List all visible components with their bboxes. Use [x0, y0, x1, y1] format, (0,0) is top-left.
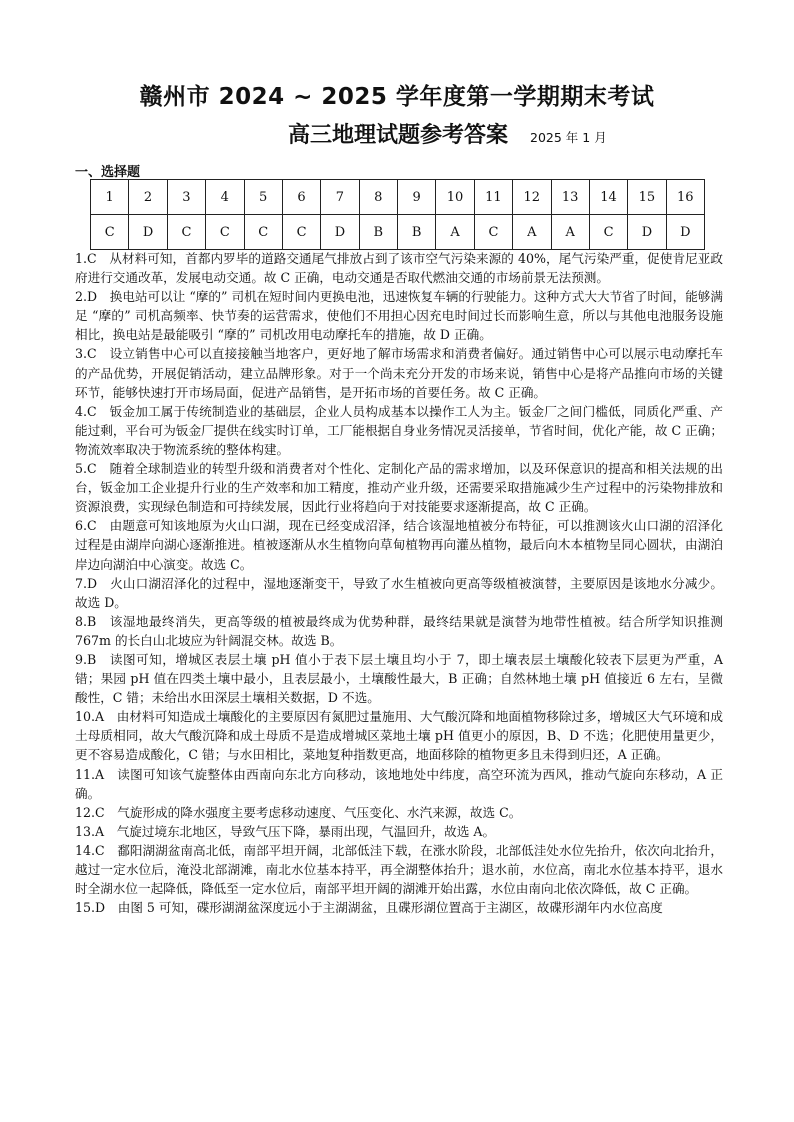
question-number-cell: 15 — [628, 180, 666, 215]
explanation-item: 13.A 气旋过境东北地区，导致气压下降，暴雨出现，气温回升，故选 A。 — [75, 823, 496, 839]
answer-table — [90, 179, 705, 250]
answer-letter-cell: B — [359, 215, 397, 250]
answer-letter-cell: C — [206, 215, 244, 250]
page-title: 赣州市 2024 ~ 2025 学年度第一学期期末考试 — [139, 84, 655, 110]
question-number-cell: 13 — [551, 180, 589, 215]
question-number-cell: 3 — [167, 180, 205, 215]
explanation-item: 9.B 读图可知，增城区表层土壤 pH 值小于表下层土壤且均小于 7，即土壤表层土壤酸化较表下层更为严重，A 错；果园 pH 值在四类土壤中最小，且表层最小，土壤酸性最大，B 正确；自然林地土壤 pH 值接近 6 左右，呈微酸性，C 错；未给出水田深层土壤相关数据，D 不选。 — [75, 651, 723, 706]
answer-letter-cell: D — [129, 215, 167, 250]
question-number-cell: 12 — [513, 180, 551, 215]
page-subtitle: 高三地理试题参考答案 — [288, 123, 509, 148]
answer-letter-cell: C — [244, 215, 282, 250]
question-number-cell: 16 — [666, 180, 704, 215]
section-title: 一、选择题 — [75, 165, 141, 180]
answer-letter-cell: A — [513, 215, 551, 250]
answer-letter-cell: D — [666, 215, 704, 250]
question-number-cell: 7 — [321, 180, 359, 215]
exam-date: 2025 年 1 月 — [530, 130, 607, 145]
answer-letter-cell: C — [589, 215, 627, 250]
answer-letter-cell: C — [474, 215, 512, 250]
explanation-item: 10.A 由材料可知造成土壤酸化的主要原因有氮肥过量施用、大气酸沉降和地面植物移除过多，增城区大气环境和成土母质相同，故大气酸沉降和成土母质不是造成增城区菜地土壤 pH 值更小的原因，B、D 不选；化肥使用量更少，更不容易造成酸化，C 错；与水田相比，菜地复种指数更高，地面移除的植物更多且未得到归还，A 正确。 — [75, 709, 723, 763]
explanation-item: 4.C 钣金加工属于传统制造业的基础层，企业人员构成基本以操作工人为主。钣金厂之间门槛低，同质化严重、产能过剩，平台可为钣金厂提供在线实时订单，工厂能根据自身业务情况灵活接单，节省时间，优化产能，故 C 正确；物流效率取决于物流系统的整体构建。 — [75, 403, 723, 457]
explanation-item: 5.C 随着全球制造业的转型升级和消费者对个性化、定制化产品的需求增加，以及环保意识的提高和相关法规的出台，钣金加工企业提升行业的生产效率和加工精度，推动产业升级，还需要采取措施减少生产过程中的污染物排放和资源浪费，实现绿色制造和可持续发展，因此行业将趋向于对技能要求逐渐提高，故 C 正确。 — [75, 461, 723, 515]
answer-letter-row — [91, 215, 705, 250]
explanation-item: 14.C 鄱阳湖湖盆南高北低，南部平坦开阔，北部低洼下载，在涨水阶段，北部低洼处水位先抬升，依次向北抬升，越过一定水位后，淹没北部湖滩，南北水位基本持平，再全湖整体抬升；退水前，水位高，南北水位基本持平，退水时全湖水位一起降低，降低至一定水位后，南部平坦开阔的湖滩开始出露，水位由南向北依次降低，故 C 正确。 — [75, 842, 723, 897]
explanation-item: 1.C 从材料可知，首都内罗毕的道路交通尾气排放占到了该市空气污染来源的 40%，尾气污染严重，促使肯尼亚政府进行交通改革，发展电动交通。故 C 正确，电动交通是否取代燃油交通的市场前景无法预测。 — [75, 251, 723, 286]
question-number-cell: 8 — [359, 180, 397, 215]
answer-letter-cell: D — [628, 215, 666, 250]
question-number-cell: 9 — [398, 180, 436, 215]
explanation-item: 8.B 该湿地最终消失，更高等级的植被最终成为优势种群，最终结果就是演替为地带性植被。结合所学知识推测 767m 的长白山北坡应为针阔混交林。故选 B。 — [75, 613, 723, 648]
question-number-cell: 14 — [589, 180, 627, 215]
answer-letter-cell: C — [282, 215, 320, 250]
question-number-cell: 1 — [91, 180, 129, 215]
explanation-item: 3.C 设立销售中心可以直接接触当地客户，更好地了解市场需求和消费者偏好。通过销售中心可以展示电动摩托车的产品优势，开展促销活动，建立品牌形象。对于一个尚未充分开发的市场来说，销售中心是将产品推向市场的关键环节，能够快速打开市场局面，促进产品销售，是开拓市场的首要任务。故 C 正确。 — [75, 346, 723, 400]
question-number-row — [91, 180, 705, 215]
answer-letter-cell: C — [167, 215, 205, 250]
answer-letter-cell: C — [91, 215, 129, 250]
answer-letter-cell: D — [321, 215, 359, 250]
question-number-cell: 11 — [474, 180, 512, 215]
explanation-item: 15.D 由图 5 可知，碟形湖湖盆深度远小于主湖湖盆，且碟形湖位置高于主湖区，故碟形湖年内水位高度 — [75, 900, 663, 916]
question-number-cell: 5 — [244, 180, 282, 215]
answer-letter-cell: A — [436, 215, 474, 250]
explanation-item: 6.C 由题意可知该地原为火山口湖，现在已经变成沼泽，结合该湿地植被分布特征，可以推测该火山口湖的沼泽化过程是由湖岸向湖心逐渐推进。植被逐渐从水生植物向草甸植物再向灌丛植物，最后向木本植物呈同心圆状，由湖泊岸边向湖泊中心演变。故选 C。 — [75, 518, 723, 572]
explanations-list — [75, 249, 723, 917]
subtitle-row — [288, 118, 607, 149]
question-number-cell: 2 — [129, 180, 167, 215]
question-number-cell: 10 — [436, 180, 474, 215]
explanation-item: 12.C 气旋形成的降水强度主要考虑移动速度、气压变化、水汽来源，故选 C。 — [75, 804, 522, 820]
explanation-item: 2.D 换电站可以让 “摩的” 司机在短时间内更换电池，迅速恢复车辆的行驶能力。这种方式大大节省了时间，能够满足 “摩的” 司机高频率、快节奏的运营需求，使他们不用担心因充电时间过长而影响生意，所以与其他电池服务设施相比，换电站是最能吸引 “摩的” 司机改用电动摩托车的措施，故 D 正确。 — [75, 289, 723, 343]
question-number-cell: 6 — [282, 180, 320, 215]
explanation-item: 7.D 火山口湖沼泽化的过程中，湿地逐渐变干，导致了水生植被向更高等级植被演替，主要原因是该地水分减少。故选 D。 — [75, 575, 723, 610]
answer-letter-cell: A — [551, 215, 589, 250]
answer-letter-cell: B — [398, 215, 436, 250]
question-number-cell: 4 — [206, 180, 244, 215]
explanation-item: 11.A 读图可知该气旋整体由西南向东北方向移动，该地地处中纬度，高空环流为西风，推动气旋向东移动，A 正确。 — [75, 766, 723, 801]
